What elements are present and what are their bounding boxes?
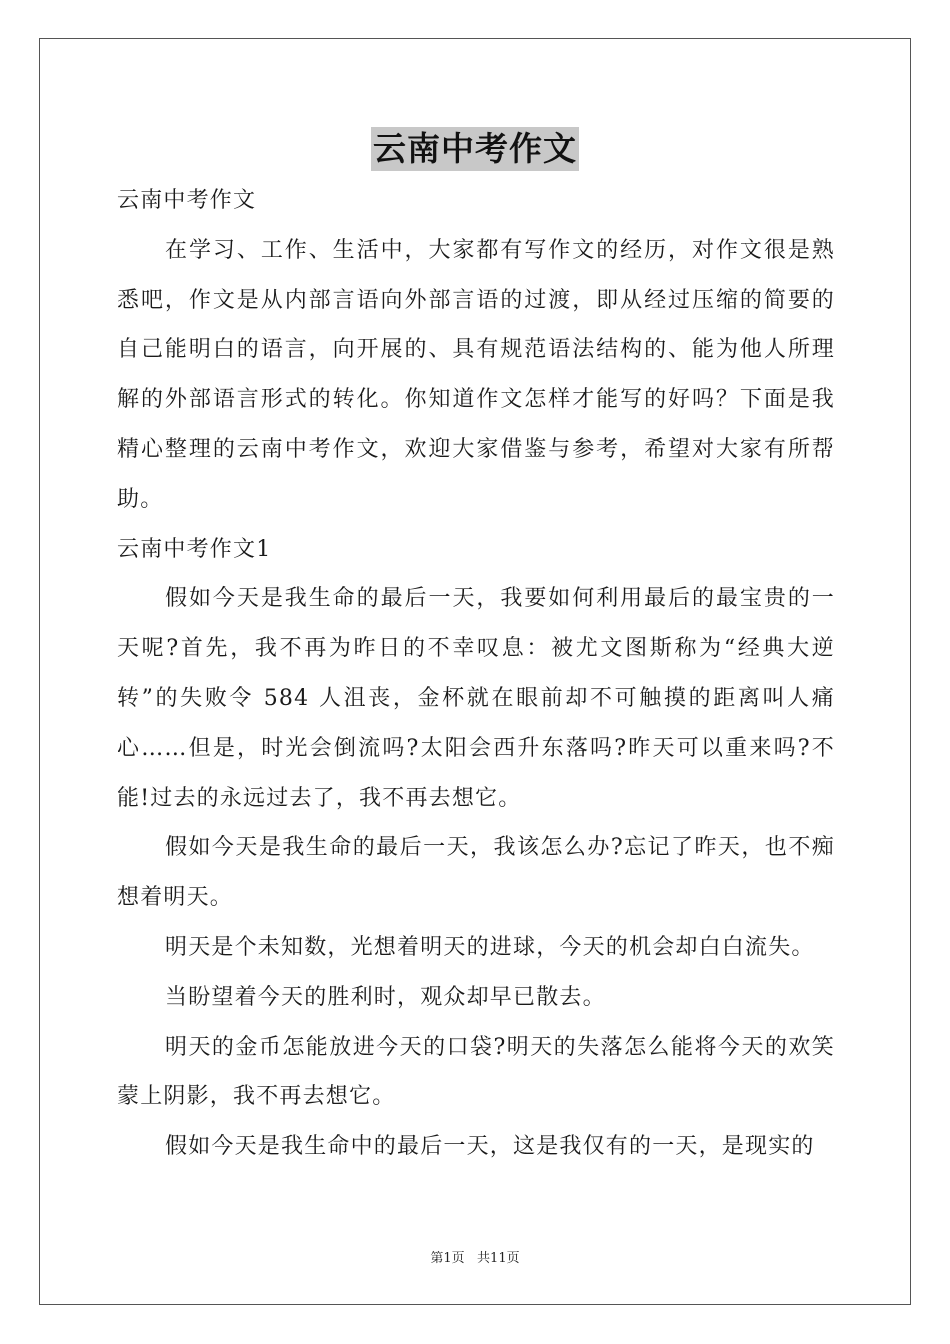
body-paragraph: 当盼望着今天的胜利时，观众却早已散去。 — [165, 984, 606, 1010]
section-heading: 云南中考作文 — [117, 188, 257, 213]
page-footer: 第1页 共11页 — [430, 1251, 520, 1266]
document-body — [117, 176, 835, 1172]
body-paragraph: 假如今天是我生命的最后一天，我该怎么办?忘记了昨天，也不痴想着明天。 — [117, 835, 835, 911]
body-paragraph: 在学习、工作、生活中，大家都有写作文的经历，对作文很是熟悉吧，作文是从内部言语向外部言语的过渡，即从经过压缩的简要的自己能明白的语言，向开展的、具有规范语法结构的、能为他人所理解的外部语言形式的转化。你知道作文怎样才能写的好吗？下面是我精心整理的云南中考作文，欢迎大家借鉴与参考，希望对大家有所帮助。 — [117, 237, 835, 512]
document-title: 云南中考作文 — [371, 127, 579, 171]
section-heading: 云南中考作文1 — [117, 536, 272, 562]
body-paragraph: 明天是个未知数，光想着明天的进球，今天的机会却白白流失。 — [165, 934, 815, 960]
body-paragraph: 假如今天是我生命的最后一天，我要如何利用最后的最宝贵的一天呢?首先，我不再为昨日的不幸叹息：被尤文图斯称为“经典大逆转”的失败令 584 人沮丧，金杯就在眼前却不可触摸的距离叫人痛心……但是，时光会倒流吗?太阳会西升东落吗?昨天可以重来吗?不能!过去的永远过去了，我不再去想它。 — [117, 586, 835, 811]
body-paragraph: 假如今天是我生命中的最后一天，这是我仅有的一天，是现实的 — [165, 1134, 815, 1160]
title-wrap — [0, 127, 950, 171]
body-paragraph: 明天的金币怎能放进今天的口袋?明天的失落怎么能将今天的欢笑蒙上阴影，我不再去想它。 — [117, 1034, 835, 1110]
